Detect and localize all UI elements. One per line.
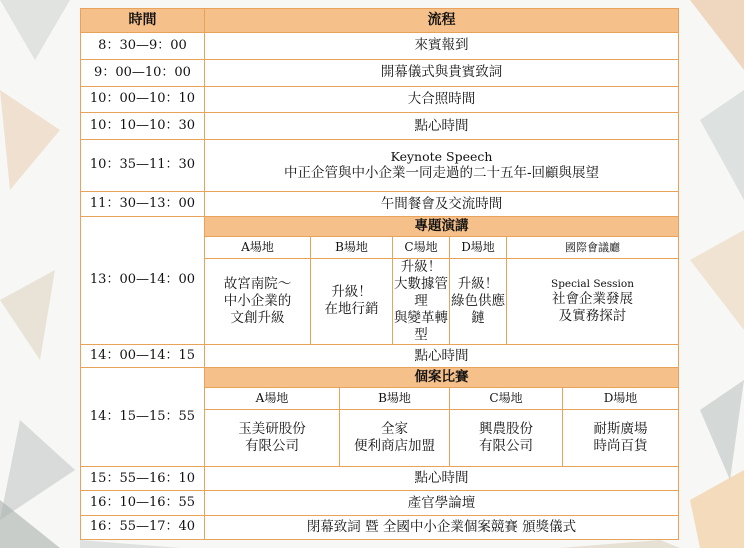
case-line: 便利商店加盟 <box>354 437 435 454</box>
venue-label: B場地 <box>340 388 450 409</box>
row-time: 15：55—16：10 <box>81 467 205 491</box>
row-time: 10：35—11：30 <box>81 140 205 192</box>
row-time: 10：00—10：10 <box>81 86 205 112</box>
case-line: 耐斯廣場 <box>593 420 648 437</box>
keynote-cell <box>205 140 679 192</box>
talk-line: 文創升級 <box>230 309 285 326</box>
schedule-row <box>81 491 679 515</box>
talk-line: 社會企業發展 <box>552 290 633 307</box>
case-cell <box>340 409 450 467</box>
time-header: 時間 <box>81 9 205 33</box>
row-event: 點心時間 <box>205 113 679 140</box>
talk-line: Special Session <box>551 277 634 290</box>
talk-line: 故宮南院～ <box>223 275 292 292</box>
talk-cell <box>205 258 311 344</box>
keynote-title: 中正企管與中小企業一同走過的二十五年-回顧與展望 <box>283 164 600 181</box>
row-time: 14：00—14：15 <box>81 344 205 367</box>
row-time: 11：30—13：00 <box>81 191 205 216</box>
schedule-row <box>81 191 679 216</box>
talk-line: 升級！ <box>457 275 499 292</box>
schedule-row <box>81 59 679 86</box>
venue-label: C場地 <box>450 388 563 409</box>
venue-label: 國際會議廳 <box>507 237 679 258</box>
case-line: 興農股份 <box>479 420 533 437</box>
row-event: 開幕儀式與貴賓致詞 <box>205 59 679 86</box>
row-time: 9：00—10：00 <box>81 59 205 86</box>
program-header: 流程 <box>205 9 679 33</box>
session-time: 13：00—14：00 <box>81 217 205 345</box>
venue-label: A場地 <box>205 388 340 409</box>
venue-label: D場地 <box>450 237 507 258</box>
competition-time: 14：15—15：55 <box>81 368 205 467</box>
talk-cell <box>450 258 507 344</box>
talk-line: 在地行銷 <box>324 301 379 318</box>
talk-cell <box>311 258 393 344</box>
session-title: 專題演講 <box>205 217 679 237</box>
competition-title: 個案比賽 <box>205 368 679 388</box>
row-event: 來賓報到 <box>205 33 679 59</box>
row-time: 8：30—9：00 <box>81 33 205 59</box>
case-line: 時尚百貨 <box>593 437 648 454</box>
case-cell <box>450 409 563 467</box>
talk-cell <box>507 258 679 344</box>
schedule-row <box>81 140 679 192</box>
case-cell <box>563 409 679 467</box>
row-event: 午間餐會及交流時間 <box>205 191 679 216</box>
case-line: 有限公司 <box>245 437 299 454</box>
talk-line: 與變革轉型 <box>394 309 448 343</box>
row-event: 閉幕致詞 暨 全國中小企業個案競賽 頒獎儀式 <box>205 515 679 539</box>
schedule-table <box>80 8 679 540</box>
talk-line: 升級！ <box>400 259 442 276</box>
schedule-row <box>81 113 679 140</box>
venue-label: C場地 <box>393 237 450 258</box>
row-time: 10：10—10：30 <box>81 113 205 140</box>
talk-line: 中小企業的 <box>223 292 292 309</box>
schedule-row <box>81 467 679 491</box>
keynote-label: Keynote Speech <box>390 149 493 165</box>
row-time: 16：55—17：40 <box>81 515 205 539</box>
header-row <box>81 9 679 33</box>
talk-line: 綠色供應鏈 <box>451 292 505 326</box>
competition-title-row <box>81 368 679 388</box>
case-line: 玉美研股份 <box>238 420 306 437</box>
schedule-row <box>81 515 679 539</box>
row-event: 點心時間 <box>205 467 679 491</box>
venue-label: D場地 <box>563 388 679 409</box>
row-event: 點心時間 <box>205 344 679 367</box>
venue-label: A場地 <box>205 237 311 258</box>
case-line: 全家 <box>381 420 408 437</box>
talk-line: 及實務探討 <box>558 307 627 324</box>
case-line: 有限公司 <box>479 437 533 454</box>
venue-label: B場地 <box>311 237 393 258</box>
row-event: 產官學論壇 <box>205 491 679 515</box>
case-cell <box>205 409 340 467</box>
schedule-row <box>81 86 679 112</box>
talk-line: 升級！ <box>331 284 372 301</box>
row-time: 16：10—16：55 <box>81 491 205 515</box>
schedule-row <box>81 344 679 367</box>
talk-line: 大數據管理 <box>394 275 448 309</box>
schedule-row <box>81 33 679 59</box>
session-title-row <box>81 217 679 237</box>
talk-cell <box>393 258 450 344</box>
row-event: 大合照時間 <box>205 86 679 112</box>
